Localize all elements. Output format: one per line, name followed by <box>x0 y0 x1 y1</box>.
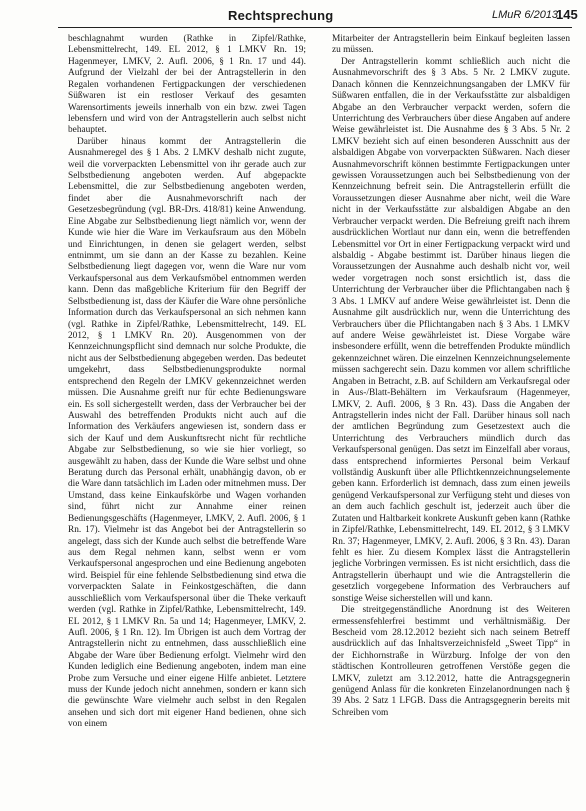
paragraph: beschlagnahmt wurden (Rathke in Zipfel/Rathke, Lebensmittelrecht, 149. EL 2012, § 1 LMKV Rn. 19; Hagenmeyer, LMKV, 2. Aufl. 2006, § 1 Rn. 17 und 44). Aufgrund der Vielzahl der bei der Antragstellerin in den Regalen vorhandenen Fertigpackungen der verschiedenen Süßwaren ist ein restloser Verkauf des gesamten Warensortiments jeweils innerhalb von ein bzw. zwei Tagen lebensfern und wird von der Antragstellerin auch selbst nicht behauptet. <box>68 34 306 136</box>
paragraph: Mitarbeiter der Antragstellerin beim Einkauf begleiten lassen zu müssen. <box>332 34 570 56</box>
paragraph: Der Antragstellerin kommt schließlich auch nicht die Ausnahmevorschrift des § 3 Abs. 5 Nr. 2 LMKV zugute. Danach können die Kennzeichnungsangaben der LMKV für Süßwaren entfallen, die in der Verkaufsstätte zur alsbaldigen Abgabe an den Verbraucher verpackt werden, sofern die Unterrichtung des Verbrauchers über diese Angaben auf andere Weise gewährleistet ist. Die Ausnahme des § 3 Abs. 5 Nr. 2 LMKV bezieht sich auf einen besonderen Ausschnitt aus der alsbaldigen Abgabe von vorverpackten Süßwaren. Nach dieser Ausnahmevorschrift können bestimmte Fertigpackungen unter gewissen Voraussetzungen auch bei Selbstbedienung von der Kennzeichnung befreit sein. Die Antragstellerin erfüllt die Voraussetzungen dieser Ausnahme aber nicht, weil die Ware nicht in der Verkaufsstätte zur alsbaldigen Abgabe an den Verbraucher verpackt werden. Die Befreiung greift nach ihrem ausdrücklichen Wortlaut nur dann ein, wenn die betreffenden Lebensmittel vor Ort in einer Fertigpackung verpackt wird und alsbaldig - Abgabe bestimmt ist. Darüber hinaus liegen die Voraussetzungen der Ausnahme auch deshalb nicht vor, weil weder vorgetragen noch sonst ersichtlich ist, dass die Unterrichtung der Verbraucher über die Pflichtangaben nach § 3 Abs. 1 LMKV auf andere Weise gewährleistet ist. Denn die Ausnahme gilt ausdrücklich nur, wenn die Unterrichtung des Verbrauchers über die Pflichtangaben nach § 3 Abs. 1 LMKV auf andere Weise gewährleistet ist. Diese Vorgabe wäre insbesondere erfüllt, wenn die betreffenden Produkte mündlich gekennzeichnet wären. Die einzelnen Kennzeichnungselemente müssen sachgerecht sein. Dazu kommen vor allem schriftliche Angaben in Betracht, z.B. auf Schildern am Verkaufsregal oder in Aus-/Blatt-Behältern im Verkaufsraum (Hagenmeyer, LMKV, 2. Aufl. 2006, § 3 Rn. 43). Dass die Angaben der Antragstellerin indes nicht der Fall. Darüber hinaus soll nach der amtlichen Begründung zum Gesetzestext auch die Unterrichtung des Verbrauchers mündlich durch das Verkaufspersonal genügen. Das setzt im Einzelfall aber voraus, dass entsprechend informiertes Personal beim Verkauf vollständig Auskunft über alle Pflichtkennzeichnungselemente geben kann. Erforderlich ist demnach, dass zum einen jeweils genügend Verkaufspersonal zur Verfügung steht und dieses von an dem auch fachlich geschult ist, jederzeit auch über die Zutaten und Haltbarkeit konkrete Auskunft geben kann (Rathke in Zipfel/Rathke, Lebensmittelrecht, 149. EL 2012, § 3 LMKV Rn. 37; Hagenmeyer, LMKV, 2. Aufl. 2006, § 3 Rn. 43). Daran fehlt es hier. Zu diesem Komplex lässt die Antragstellerin jegliche Vorbringen vermissen. Es ist nicht ersichtlich, dass die Antragstellerin überhaupt und wie die Antragstellerin die gesetzlich vorgegebene Information des Verbrauchers auf sonstige Weise sicherstellen will und kann. <box>332 56 570 604</box>
paragraph: Darüber hinaus kommt der Antragstellerin die Ausnahmeregel des § 1 Abs. 2 LMKV deshalb nicht zugute, weil die vorverpackten Lebensmittel von ihr gerade auch zur Selbstbedienung angeboten werden. Auf abgepackte Lebensmittel, die zur Selbstbedienung angeboten werden, findet aber die Ausnahmevorschrift nach der Gesetzesbegründung (vgl. BR-Drs. 418/81) keine Anwendung. Eine Abgabe zur Selbstbedienung liegt nämlich vor, wenn der Kunde wie hier die Ware im Verkaufsraum aus den Möbeln und Einrichtungen, in denen sie gelagert werden, selbst entnimmt, um sie dann an der Kasse zu bezahlen. Keine Selbstbedienung liegt dagegen vor, wenn die Ware nur vom Verkaufspersonal aus dem Verkaufsmöbel entnommen werden kann. Denn das maßgebliche Kriterium für den Begriff der Selbstbedienung ist, dass der Käufer die Ware ohne persönliche Information durch das Verkaufspersonal an sich nehmen kann (vgl. Rathke in Zipfel/Rathke, Lebensmittelrecht, 149. EL 2012, § 1 LMKV Rn. 20). Ausgenommen von der Kennzeichnungspflicht sind demnach nur solche Produkte, die nicht aus der Selbstbedienung abgegeben werden. Das bedeutet umgekehrt, dass Selbstbedienungsprodukte normal entsprechend den Regeln der LMKV gekennzeichnet werden müssen. Die Ausnahme greift nur für echte Bedienungsware ein. Es soll sichergestellt werden, dass der Verbraucher bei der Auswahl des betreffenden Produkts nicht auch auf die Information des Verkäufers angewiesen ist, sondern dass er sich der Kauf und dem Auskunftsrecht nicht für rechtliche Abgabe zur Selbstbedienung, so wie sie hier vorliegt, so ausgewählt zu haben, dass der Kunde die Ware selbst und ohne Beratung durch das Personal erhält, unabhängig davon, ob er die Ware dann tatsächlich im Laden oder mitnehmen muss. Der Umstand, dass keine Einkaufskörbe und Wagen vorhanden sind, führt nicht zur Annahme einer reinen Bedienungsgeschäfts (Hagenmeyer, LMKV, 2. Aufl. 2006, § 1 Rn. 17). Vielmehr ist das Angebot bei der Antragstellerin so angelegt, dass sich der Kunde auch selbst die betreffende Ware aus dem Regal nehmen kann, selbst wenn er vom Verkaufspersonal angesprochen und eine Bedienung angeboten wird. Beispiel für eine fehlende Selbstbedienung sind etwa die vorverpackten Salate in Feinkostgeschäften, die dann ausschließlich vom Verkaufspersonal über die Theke verkauft werden (vgl. Rathke in Zipfel/Rathke, Lebensmittelrecht, 149. EL 2012, § 1 LMKV Rn. 5a und 14; Hagenmeyer, LMKV, 2. Aufl. 2006, § 1 Rn. 12). Im Übrigen ist auch dem Vortrag der Antragstellerin nicht zu entnehmen, dass ausschließlich eine Abgabe der Ware über Bedienung erfolgt. Vielmehr wird den Kunden lediglich eine Bedienung angeboten, indem man eine Probe zum Versuche und einer eigene Hilfe anbietet. Letztere muss der Kunde jedoch nicht annehmen, sondern er kann sich die gewünschte Ware vielmehr auch selbst in den Regalen ansehen und sich dort mit eigener Hand bedienen, ohne sich von einem <box>68 136 306 730</box>
left-column <box>68 34 306 808</box>
journal-issue: LMuR 6/2013 <box>492 9 559 21</box>
running-header <box>0 0 586 36</box>
page-number: 145 <box>556 7 578 22</box>
right-column <box>332 34 570 808</box>
paragraph: Die streitgegenständliche Anordnung ist des Weiteren ermessensfehlerfrei bestimmt und verhältnismäßig. Der Bescheid vom 28.12.2012 bezieht sich nach seinem Betreff ausdrücklich auf das Inhaltsverzeichnisfeld „Sweet Tipp“ in der Eichhornstraße in Würzburg. Infolge der von den städtischen Kontrolleuren getroffenen Verstöße gegen die LMKV, zuletzt am 3.12.2012, hatte die Antragsgegnerin genügend Anlass für die konkreten Einzelanordnungen nach § 39 Abs. 2 Satz 1 LFGB. Dass die Antragsgegnerin bereits mit Schreiben vom <box>332 605 570 718</box>
section-title: Rechtsprechung <box>228 8 334 23</box>
header-rule <box>58 27 572 28</box>
